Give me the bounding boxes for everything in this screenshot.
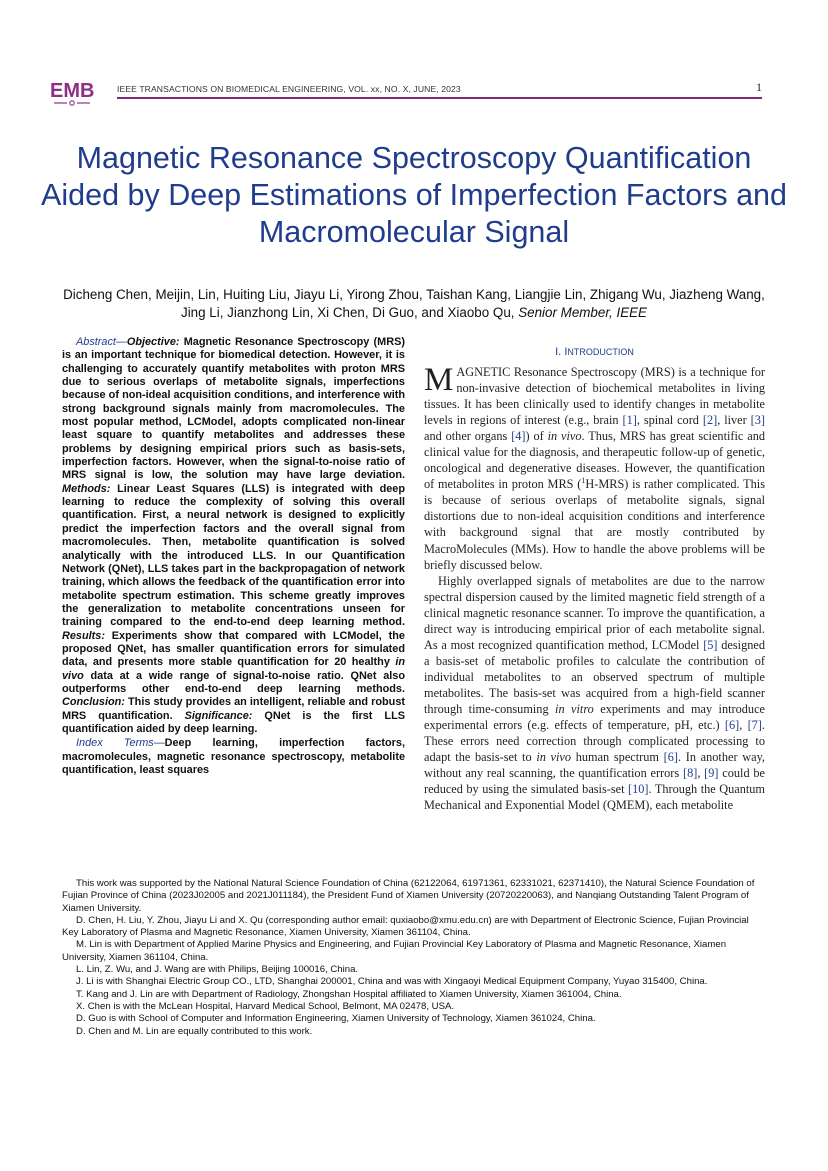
footnote-item: M. Lin is with Department of Applied Marine Physics and Engineering, and Fujian Provincial Key Laboratory of Plasma and Magnetic Resonance, Xiamen University, Xiamen 361104, China. bbox=[62, 939, 727, 963]
superscript: 1 bbox=[581, 476, 586, 486]
intro-text: AGNETIC Resonance Spectroscopy (MRS) is a technique for non-invasive detection of biochemical metabolites in living tissues. It has been clinically used to identify changes in metabolite levels in regions of interest (e.g., brain bbox=[424, 365, 765, 428]
intro-text: , liver bbox=[717, 413, 747, 428]
citation-link[interactable]: [10] bbox=[628, 782, 649, 797]
section-title-initial: I bbox=[564, 346, 568, 358]
intro-text: experiments and may introduce experimental errors (e.g. effects of temperature, pH, etc.) bbox=[424, 701, 765, 733]
footnote-item: X. Chen is with the McLean Hospital, Harvard Medical School, Belmont, MA 02478, USA. bbox=[76, 1000, 455, 1012]
author-names: Dicheng Chen, Meijin, Lin, Huiting Liu, Jiayu Li, Yirong Zhou, Taishan Kang, Liangjie Lin, Zhigang Wu, Jiazheng Wang, Jing Li, Jianzhong Lin, Xi Chen, Di Guo, and Xiaobo Qu, bbox=[63, 287, 765, 320]
section-heading bbox=[424, 344, 765, 360]
footnote-item: T. Kang and J. Lin are with Department of Radiology, Zhongshan Hospital affiliated to Xiamen University, Xiamen 361004, China. bbox=[76, 988, 622, 1000]
index-terms bbox=[62, 737, 405, 777]
intro-text: designed a basis-set of metabolic profiles to calculate the contribution of individual metabolites to an observed spectrum of multiple metabolites. The basis-set was acquired from a high-field scanner through time-consuming bbox=[424, 637, 765, 716]
methods-label: Methods: bbox=[62, 482, 111, 495]
introduction-column bbox=[424, 344, 765, 813]
logo-underline-icon bbox=[54, 100, 90, 106]
intro-italic: in vivo bbox=[547, 429, 582, 444]
footnotes bbox=[62, 878, 766, 1038]
intro-text: H-MRS) is rather complicated. This is because of serious overlaps of metabolite signals, signal distortions due to non-ideal acquisition conditions and interference with background signal that are mostly contributed by MacroMolecules (MMs). How to handle the above problems will be briefly discussed below. bbox=[424, 477, 765, 572]
footnote-item: D. Chen, H. Liu, Y. Zhou, Jiayu Li and X. Qu (corresponding author email: quxiaobo@xmu.edu.cn) are with Department of Electronic Science, Fujian Provincial Key Laboratory of Plasma and Magnetic Resonance, Xiamen University, Xiamen 361104, China. bbox=[62, 914, 749, 939]
abstract bbox=[62, 336, 405, 736]
conclusion-label: Conclusion: bbox=[62, 696, 125, 709]
results-text: Experiments show that compared with LCModel, the proposed QNet, has smaller quantification errors for simulated data, and presents more stable quantification for 20 healthy bbox=[62, 629, 405, 669]
significance-label: Significance: bbox=[184, 709, 253, 722]
footnote-item: D. Chen and M. Lin are equally contributed to this work. bbox=[76, 1025, 313, 1037]
section-title-rest: NTRODUCTION bbox=[567, 347, 634, 357]
citation-link[interactable]: [2] bbox=[702, 413, 718, 428]
section-numeral: I. bbox=[555, 346, 562, 358]
author-list bbox=[60, 286, 768, 321]
intro-text: . Through the Quantum Mechanical and Exponential Model (QMEM), each metabolite bbox=[424, 782, 765, 813]
objective-text: Magnetic Resonance Spectroscopy (MRS) is an important technique for biomedical detection. However, it is challenging to accurately quantify metabolites with proton MRS due to serious overlaps of metabolite signals, imperfections because of non-ideal acquisition conditions, and interference with strong background signals mainly from macromolecules. The most popular method, LCModel, adopts complicated non-linear least square to quantify metabolites and addresses these problems by designing empirical priors such as basis-sets, imperfection factors. However, when the signal-to-noise ratio of MRS signal is low, the solution may have large deviation. bbox=[62, 336, 405, 482]
page-header bbox=[50, 78, 762, 100]
intro-italic: in vitro bbox=[555, 701, 594, 716]
footnote-item: J. Li is with Shanghai Electric Group CO., LTD, Shanghai 200001, China and was with Xingaoyi Medical Equipment Company, Yuyao 315400, China. bbox=[76, 976, 708, 988]
footnote-item: L. Lin, Z. Wu, and J. Wang are with Philips, Beijing 100016, China. bbox=[76, 964, 359, 976]
citation-link[interactable]: [9] bbox=[704, 766, 719, 781]
index-terms-label: Index Terms— bbox=[76, 737, 165, 750]
paper-title: Magnetic Resonance Spectroscopy Quantification Aided by Deep Estimations of Imperfection Factors and Macromolecular Signal bbox=[41, 141, 787, 249]
running-head: IEEE TRANSACTIONS ON BIOMEDICAL ENGINEERING, VOL. xx, NO. X, JUNE, 2023 bbox=[117, 84, 461, 94]
citation-link[interactable]: [1] bbox=[622, 413, 637, 428]
citation-link[interactable]: [6] bbox=[724, 718, 740, 733]
citation-link[interactable]: [7] bbox=[747, 718, 762, 733]
intro-text: ) of bbox=[525, 429, 544, 444]
intro-text: . In another way, without any real scanning, the quantification errors bbox=[424, 750, 765, 781]
emb-logo bbox=[50, 78, 100, 108]
citation-link[interactable]: [4] bbox=[511, 429, 526, 444]
index-terms-text: Deep learning, imperfection factors, macromolecules, magnetic resonance spectroscopy, metabolite quantification, least squares bbox=[62, 737, 405, 776]
abstract-label: Abstract— bbox=[76, 336, 127, 348]
author-suffix: Senior Member, IEEE bbox=[518, 304, 647, 320]
conclusion-text: This study provides an intelligent, reliable and robust MRS quantification. bbox=[62, 696, 405, 722]
results-text-2: data at a wide range of signal-to-noise ratio. QNet also outperforms other end-to-end deep learning methods. bbox=[62, 669, 405, 695]
citation-link[interactable]: [8] bbox=[682, 766, 698, 781]
intro-italic: in vivo bbox=[536, 750, 572, 765]
intro-text: could be reduced by using the simulated basis-set bbox=[424, 766, 765, 797]
objective-label: Objective: bbox=[126, 336, 180, 348]
methods-text: Linear Least Squares (LLS) is integrated with deep learning to reduce the complexity of solving this overall quantification. First, a neural network is designed to explicitly predict the imperfection factors and the overall signal from macromolecules. Then, metabolite quantification is solved analytically with the introduced LLS. In our Quantification Network (QNet), LLS takes part in the backpropagation of network training, which allows the feedback of the quantification error into metabolite spectrum estimation. This scheme greatly improves the generalization to metabolite concentrations unseen for training compared to the end-to-end deep learning method. bbox=[62, 482, 405, 629]
header-rule bbox=[117, 97, 762, 99]
page-number: 1 bbox=[756, 80, 762, 94]
citation-link[interactable]: [5] bbox=[703, 637, 718, 652]
drop-cap: M bbox=[424, 362, 454, 398]
footnote-item: This work was supported by the National Natural Science Foundation of China (62122064, 61971361, 62331021, 62371410), the Natural Science Foundation of Fujian Province of China (2023J02005 and 2021J011184), the President Fund of Xiamen University (20720220063), and Nanqiang Outstanding Talent Program of Xiamen University. bbox=[62, 878, 755, 914]
intro-text: , bbox=[739, 718, 743, 733]
intro-text: , bbox=[697, 766, 701, 781]
intro-paragraph-1 bbox=[424, 364, 765, 573]
intro-text: . Thus, MRS has great scientific and clinical value for the diagnosis, and therapeutic follow-up of genetic, oncological and degenerative diseases. However, the quantification of metabolites in proton MRS ( bbox=[424, 429, 766, 492]
intro-text: Highly overlapped signals of metabolites are due to the narrow spectral dispersion caused by the limited magnetic field strength of a clinical magnetic resonance scanner. To improve the quantification, a direct way is introducing empirical prior of each metabolite signal. As a most recognized quantification method, LCModel bbox=[424, 573, 765, 652]
citation-link[interactable]: [3] bbox=[750, 413, 766, 428]
footnote-item: D. Guo is with School of Computer and Information Engineering, Xiamen University of Technology, Xiamen 361024, China. bbox=[76, 1013, 596, 1025]
intro-paragraph-2 bbox=[424, 573, 765, 814]
abstract-column bbox=[62, 336, 405, 777]
results-label: Results: bbox=[62, 629, 105, 642]
intro-text: human spectrum bbox=[575, 750, 659, 765]
significance-text: QNet is the first LLS quantification aided by deep learning. bbox=[62, 709, 405, 735]
intro-text: and other organs bbox=[424, 429, 508, 444]
logo-text: EMB bbox=[50, 80, 95, 102]
results-invivo: in vivo bbox=[62, 656, 406, 682]
citation-link[interactable]: [6] bbox=[663, 750, 678, 765]
intro-text: . These errors need correction through complicated processing to adapt the basis-set to bbox=[424, 718, 765, 765]
intro-text: , spinal cord bbox=[636, 413, 699, 428]
